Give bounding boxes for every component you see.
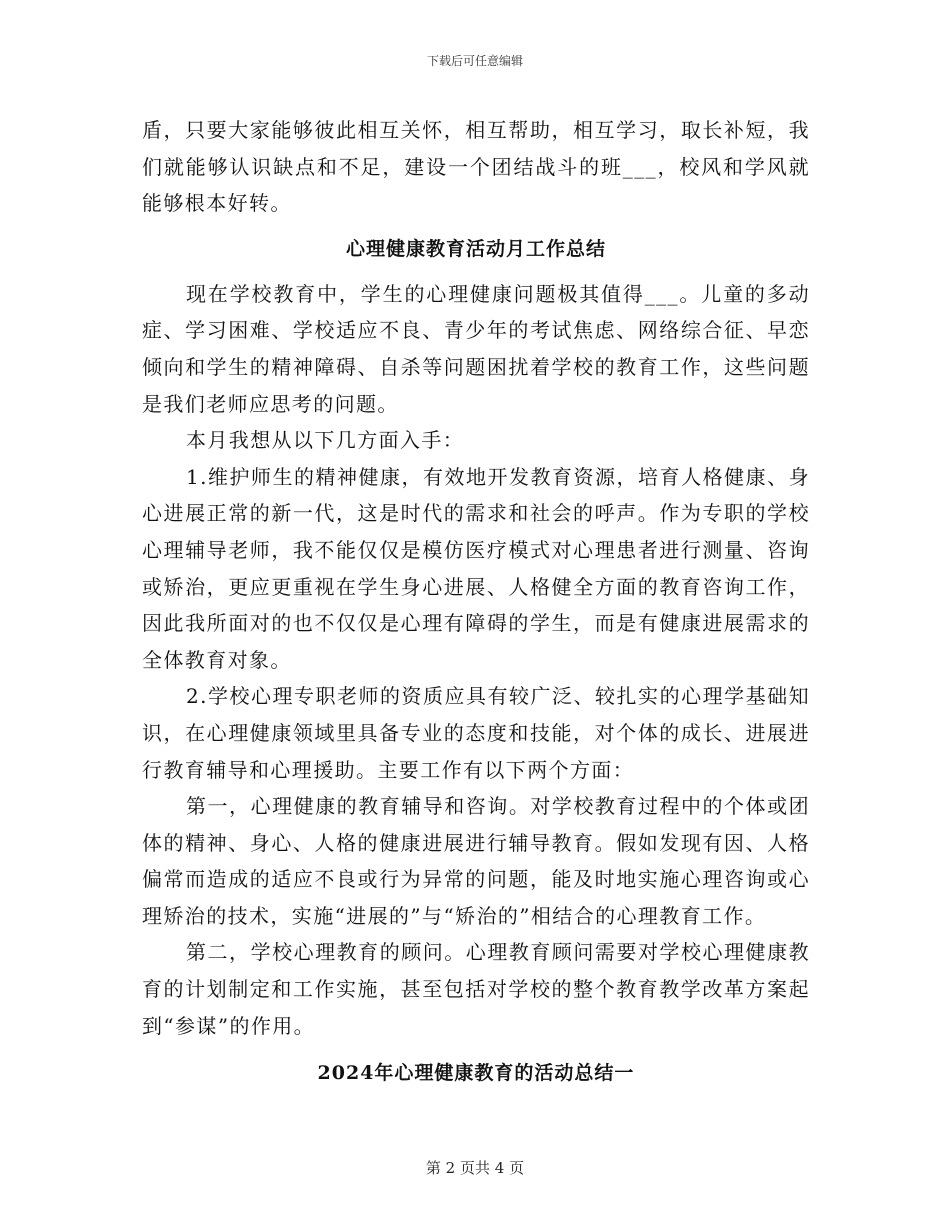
- paragraph-3: 1.维护师生的精神健康，有效地开发教育资源，培育人格健康、身心进展正常的新一代，这是时代的需求和社会的呼声。作为专职的学校心理辅导老师，我不能仅仅是模仿医疗模式对心理患者进行测量、咨询或矫治，更应更重视在学生身心进展、人格健全方面的教育咨询工作，因此我所面对的也不仅仅是心理有障碍的学生，而是有健康进展需求的全体教育对象。: [142, 464, 810, 672]
- page-header-note: 下载后可任意编辑: [426, 54, 523, 68]
- document-body: [142, 112, 810, 1100]
- paragraph-6: 第二，学校心理教育的顾问。心理教育顾问需要对学校心理健康教育的计划制定和工作实施，甚至包括对学校的整个教育教学改革方案起到“参谋”的作用。: [142, 940, 810, 1038]
- page-footer-indicator: 第 2 页共 4 页: [425, 1159, 525, 1177]
- section-title-2024-summary: 2024年心理健康教育的活动总结一: [317, 1062, 635, 1085]
- paragraph-2: 本月我想从以下几方面入手：: [186, 428, 465, 453]
- intro-paragraph: 盾，只要大家能够彼此相互关怀，相互帮助，相互学习，取长补短，我们就能够认识缺点和不足，建设一个团结战斗的班___，校风和学风就能够根本好转。: [142, 118, 810, 216]
- paragraph-5: 第一，心理健康的教育辅导和咨询。对学校教育过程中的个体或团体的精神、身心、人格的健康进展进行辅导教育。假如发现有因、人格偏常而造成的适应不良或行为异常的问题，能及时地实施心理咨询或心理矫治的技术，实施“进展的”与“矫治的”相结合的心理教育工作。: [142, 794, 810, 928]
- paragraph-1: 现在学校教育中，学生的心理健康问题极其值得___。儿童的多动症、学习困难、学校适应不良、青少年的考试焦虑、网络综合征、早恋倾向和学生的精神障碍、自杀等问题困扰着学校的教育工作，这些问题是我们老师应思考的问题。: [142, 281, 810, 416]
- section-title-monthly-summary: 心理健康教育活动月工作总结: [345, 237, 606, 260]
- paragraph-4: 2.学校心理专职老师的资质应具有较广泛、较扎实的心理学基础知识，在心理健康领域里具备专业的态度和技能，对个体的成长、进展进行教育辅导和心理援助。主要工作有以下两个方面：: [142, 684, 810, 782]
